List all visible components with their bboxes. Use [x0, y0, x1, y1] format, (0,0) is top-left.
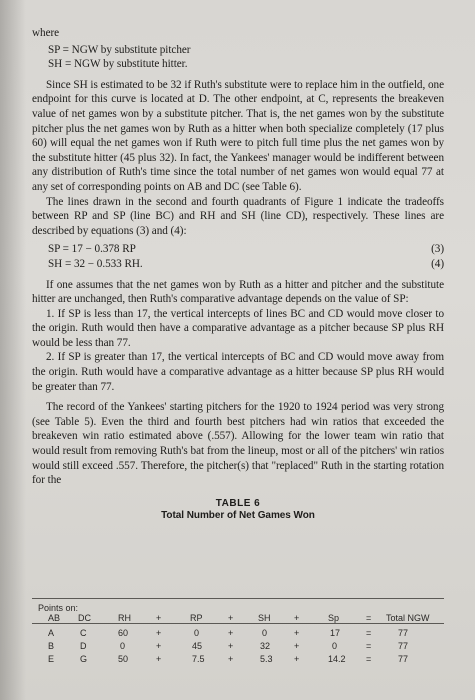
cell-r2-rh: 0 [120, 641, 126, 651]
cell-r2-ab: B [48, 641, 55, 651]
cell-r3-plus1: + [156, 654, 162, 664]
cell-r1-eq: = [366, 628, 372, 638]
table-subtitle: Total Number of Net Games Won [161, 509, 315, 521]
list-item-2: 2. If SP is greater than 17, the vertical intercepts of BC and CD would move away from the origin. Ruth would have a comparative advantage as a hitter because SP plus RH would be greater than 77. [32, 351, 444, 393]
body-text [32, 26, 444, 522]
points-on-label: Points on: [38, 603, 79, 613]
cell-r1-plus1: + [156, 628, 162, 638]
table-6 [32, 598, 444, 684]
table-header-rule [32, 623, 444, 624]
col-sp: Sp [328, 613, 340, 623]
col-equals: = [366, 613, 372, 623]
cell-r1-dc: C [80, 628, 87, 638]
cell-r1-sh: 0 [262, 628, 268, 638]
cell-r2-dc: D [80, 641, 87, 651]
cell-r3-plus3: + [294, 654, 300, 664]
cell-r2-sh: 32 [260, 641, 271, 651]
col-plus-2: + [228, 613, 234, 623]
definition-sh: SH = NGW by substitute hitter. [48, 58, 188, 71]
table-body [32, 628, 444, 684]
cell-r1-plus2: + [228, 628, 234, 638]
page-gutter-shadow [0, 0, 26, 700]
cell-r2-total: 77 [398, 641, 409, 651]
cell-r1-ab: A [48, 628, 55, 638]
where-label: where [32, 27, 60, 39]
cell-r3-eq: = [366, 654, 372, 664]
table-title: TABLE 6 [215, 497, 261, 509]
equation-3: SP = 17 − 0.378 RP [48, 243, 136, 256]
cell-r2-plus2: + [228, 641, 234, 651]
cell-r2-sp: 0 [332, 641, 338, 651]
equation-3-number: (3) [431, 243, 444, 256]
cell-r3-sh: 5.3 [260, 654, 273, 664]
cell-r3-ab: E [48, 654, 55, 664]
cell-r3-sp: 14.2 [328, 654, 346, 664]
col-total-ngw: Total NGW [386, 613, 430, 623]
cell-r2-rp: 45 [192, 641, 203, 651]
cell-r1-sp: 17 [330, 628, 341, 638]
definition-sp: SP = NGW by substitute pitcher [48, 43, 191, 56]
cell-r3-plus2: + [228, 654, 234, 664]
condition-list [32, 307, 444, 395]
col-plus-1: + [156, 613, 162, 623]
paragraph-3: If one assumes that the net games won by Ruth as a hitter and pitcher and the substitute hitter are unchanged, then Ruth's comparative advantage depends on the value of SP: [32, 278, 444, 306]
cell-r2-eq: = [366, 641, 372, 651]
equation-4: SH = 32 − 0.533 RH. [48, 257, 143, 270]
cell-r2-plus1: + [156, 641, 162, 651]
cell-r3-rp: 7.5 [192, 654, 205, 664]
equation-4-number: (4) [431, 257, 444, 270]
col-rh: RH [118, 613, 131, 623]
table-caption [32, 498, 444, 522]
cell-r3-rh: 50 [118, 654, 129, 664]
col-sh: SH [258, 613, 271, 623]
col-rp: RP [190, 613, 203, 623]
cell-r1-rh: 60 [118, 628, 129, 638]
cell-r3-dc: G [80, 654, 88, 664]
table-header [32, 601, 444, 623]
col-ab: AB [48, 613, 61, 623]
equations [32, 242, 444, 271]
paragraph-1: Since SH is estimated to be 32 if Ruth's substitute were to replace him in the outfield, one endpoint for this curve is located at D. The other endpoint, at C, represents the breakeven value of net games won by a substitute pitcher. That is, the net games won by the substitute pitcher plus the net games won by Ruth as a hitter when both specialize completely (17 plus 60) will equal the net games won if Ruth were to pitch full time plus the net games won by the substitute hitter (45 plus 32). In fact, the Yankees' manager would be indifferent between any distribution of Ruth's time since the total number of net games won would equal 77 at any set of corresponding points on AB and DC (see Table 6). [32, 78, 444, 193]
cell-r1-total: 77 [398, 628, 409, 638]
table-top-rule [32, 598, 444, 599]
paragraph-4: The record of the Yankees' starting pitchers for the 1920 to 1924 period was very strong (see Table 5). Even the third and fourth best pitchers had win ratios that exceeded the breakeven win ratio estimated above (.557). Allowing for the lower team win ratio that would result from removing Ruth's bat from the lineup, most or all of the pitchers' win ratios would still exceed .557. Therefore, the pitcher(s) that "replaced" Ruth in the starting rotation for the [32, 401, 444, 487]
cell-r1-plus3: + [294, 628, 300, 638]
definitions [32, 43, 444, 72]
col-plus-3: + [294, 613, 300, 623]
cell-r3-total: 77 [398, 654, 409, 664]
cell-r2-plus3: + [294, 641, 300, 651]
cell-r1-rp: 0 [194, 628, 200, 638]
paragraph-2: The lines drawn in the second and fourth quadrants of Figure 1 indicate the tradeoffs between RP and SP (line BC) and RH and SH (line CD), respectively. These lines are described by equations (3) and (4): [32, 195, 444, 237]
col-dc: DC [78, 613, 91, 623]
list-item-1: 1. If SP is less than 17, the vertical intercepts of lines BC and CD would move closer to the origin. Ruth would then have a comparative advantage as a pitcher because SP plus RH would be less than 77. [32, 307, 444, 349]
